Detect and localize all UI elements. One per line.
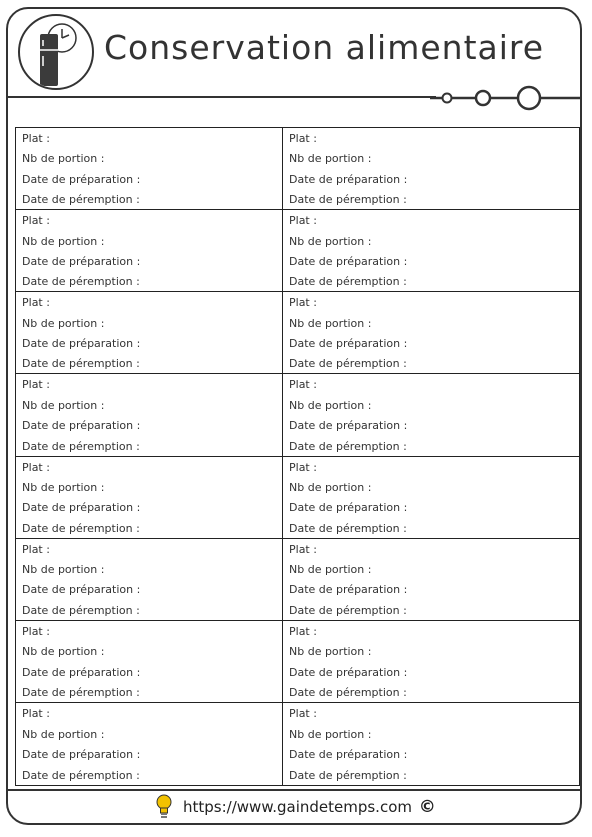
- field-expiration-date: Date de péremption :: [289, 603, 407, 617]
- header-circles-decoration: [430, 84, 580, 112]
- field-plat: Plat :: [289, 132, 317, 145]
- field-portion: Nb de portion :: [289, 152, 372, 166]
- field-expiration-date: Date de péremption :: [289, 768, 407, 782]
- field-portion: Nb de portion :: [22, 727, 105, 741]
- field-plat: Plat :: [289, 296, 317, 310]
- field-preparation-date: Date de préparation :: [289, 254, 408, 268]
- field-preparation-date: Date de préparation :: [22, 501, 141, 515]
- field-plat: Plat :: [289, 706, 317, 720]
- field-preparation-date: Date de préparation :: [22, 337, 141, 350]
- footer-divider: [6, 789, 582, 791]
- field-plat: Plat :: [289, 378, 317, 392]
- field-expiration-date: Date de péremption :: [22, 521, 140, 535]
- field-plat: Plat :: [22, 214, 50, 228]
- field-plat: Plat :: [22, 706, 50, 720]
- food-label-cell: [16, 539, 283, 621]
- field-portion: Nb de portion :: [289, 727, 372, 741]
- food-label-cell: [283, 210, 579, 292]
- field-expiration-date: Date de péremption :: [22, 768, 140, 782]
- field-plat: Plat :: [22, 624, 50, 638]
- field-expiration-date: Date de péremption :: [22, 193, 140, 207]
- page-title: Conservation alimentaire: [104, 28, 545, 67]
- footer: [0, 794, 592, 820]
- copyright-symbol: ©: [418, 797, 436, 817]
- field-preparation-date: Date de préparation :: [22, 583, 141, 597]
- fridge-clock-icon: [18, 14, 94, 90]
- field-expiration-date: Date de péremption :: [22, 275, 140, 289]
- field-portion: Nb de portion :: [289, 234, 372, 248]
- field-preparation-date: Date de préparation :: [22, 254, 141, 268]
- food-label-cell: [283, 128, 579, 210]
- field-preparation-date: Date de préparation :: [22, 748, 141, 762]
- field-preparation-date: Date de préparation :: [289, 172, 408, 186]
- field-plat: Plat :: [22, 542, 50, 556]
- field-portion: Nb de portion :: [289, 316, 372, 330]
- field-preparation-date: Date de préparation :: [22, 172, 141, 186]
- field-portion: Nb de portion :: [289, 480, 372, 494]
- food-label-cell: [16, 703, 283, 785]
- field-expiration-date: Date de péremption :: [289, 193, 407, 207]
- food-label-cell: [283, 539, 579, 621]
- food-label-cell: [16, 374, 283, 456]
- food-label-cell: [16, 621, 283, 703]
- website-link[interactable]: https://www.gaindetemps.com: [183, 798, 412, 816]
- food-label-cell: [283, 703, 579, 785]
- field-portion: Nb de portion :: [22, 234, 105, 248]
- field-preparation-date: Date de préparation :: [289, 748, 408, 762]
- field-expiration-date: Date de péremption :: [22, 685, 140, 699]
- field-plat: Plat :: [289, 542, 317, 556]
- field-expiration-date: Date de péremption :: [289, 439, 407, 453]
- field-expiration-date: Date de péremption :: [289, 521, 407, 535]
- field-preparation-date: Date de préparation :: [289, 419, 408, 433]
- field-plat: Plat :: [22, 132, 50, 145]
- field-preparation-date: Date de préparation :: [289, 583, 408, 597]
- field-preparation-date: Date de préparation :: [289, 501, 408, 515]
- field-preparation-date: Date de préparation :: [22, 419, 141, 433]
- field-portion: Nb de portion :: [22, 645, 105, 659]
- field-portion: Nb de portion :: [289, 563, 372, 576]
- field-portion: Nb de portion :: [22, 480, 105, 494]
- food-label-cell: [283, 374, 579, 456]
- field-portion: Nb de portion :: [22, 398, 105, 412]
- field-preparation-date: Date de préparation :: [289, 337, 408, 350]
- field-portion: Nb de portion :: [22, 152, 105, 166]
- food-label-cell: [16, 210, 283, 292]
- food-label-cell: [16, 457, 283, 539]
- header-divider: [6, 96, 436, 98]
- field-expiration-date: Date de péremption :: [289, 685, 407, 699]
- field-portion: Nb de portion :: [22, 316, 105, 330]
- field-plat: Plat :: [22, 296, 50, 310]
- field-plat: Plat :: [289, 460, 317, 474]
- lightbulb-icon: [156, 794, 172, 820]
- food-label-cell: [16, 292, 283, 374]
- field-expiration-date: Date de péremption :: [22, 439, 140, 453]
- field-portion: Nb de portion :: [22, 563, 105, 576]
- field-expiration-date: Date de péremption :: [22, 357, 140, 371]
- food-label-cell: [16, 128, 283, 210]
- field-preparation-date: Date de préparation :: [289, 665, 408, 679]
- field-portion: Nb de portion :: [289, 398, 372, 412]
- field-expiration-date: Date de péremption :: [22, 603, 140, 617]
- field-plat: Plat :: [22, 460, 50, 474]
- field-expiration-date: Date de péremption :: [289, 357, 407, 371]
- field-portion: Nb de portion :: [289, 645, 372, 659]
- food-label-grid: [15, 127, 580, 786]
- field-plat: Plat :: [289, 624, 317, 638]
- food-label-cell: [283, 621, 579, 703]
- field-plat: Plat :: [22, 378, 50, 392]
- field-expiration-date: Date de péremption :: [289, 275, 407, 289]
- field-preparation-date: Date de préparation :: [22, 665, 141, 679]
- field-plat: Plat :: [289, 214, 317, 228]
- food-label-cell: [283, 292, 579, 374]
- food-label-cell: [283, 457, 579, 539]
